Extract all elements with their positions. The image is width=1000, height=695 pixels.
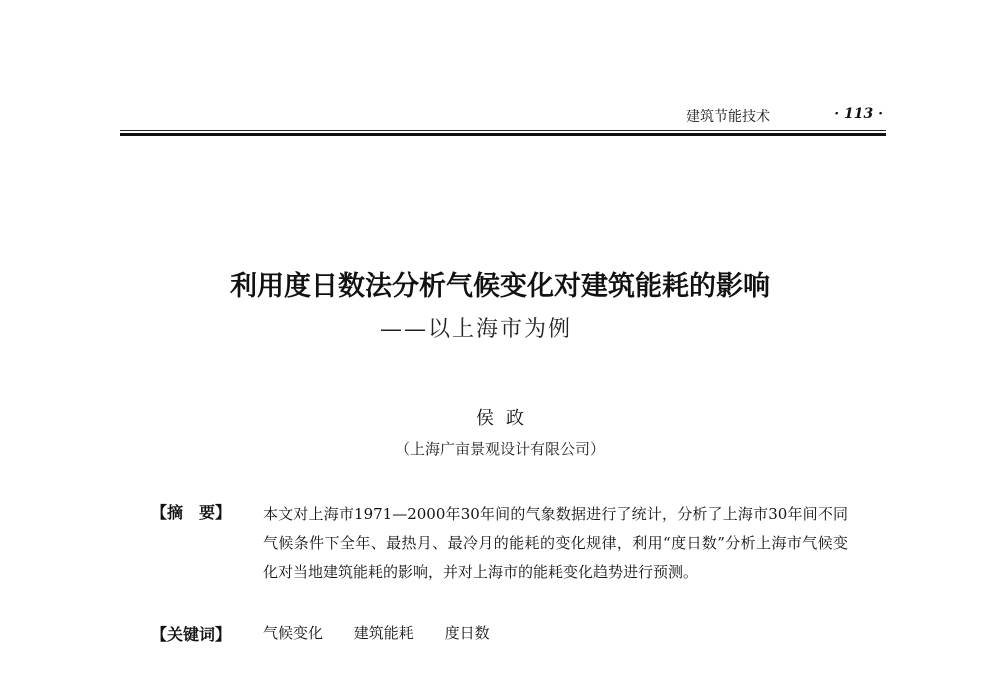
header-rule-thick	[120, 133, 886, 136]
article-subtitle: ——以上海市为例	[380, 317, 573, 342]
keywords-label: 【关键词】	[151, 625, 232, 644]
abstract-label: 【摘 要】	[151, 503, 232, 522]
journal-name: 建筑节能技术	[686, 109, 770, 125]
header-rule-thin	[120, 130, 886, 131]
author-name: 侯政	[476, 408, 536, 429]
keyword: 建筑能耗	[353, 624, 414, 642]
page-number: · 113 ·	[834, 106, 883, 122]
author-affiliation: （上海广亩景观设计有限公司）	[394, 440, 605, 458]
running-header	[680, 106, 885, 128]
article-title: 利用度日数法分析气候变化对建筑能耗的影响	[230, 271, 770, 302]
keywords-list	[263, 622, 848, 643]
keyword: 气候变化	[263, 624, 324, 642]
keyword: 度日数	[444, 624, 490, 642]
abstract-text: 本文对上海市1971—2000年30年间的气象数据进行了统计，分析了上海市30年间不同气候条件下全年、最热月、最冷月的能耗的变化规律，利用“度日数”分析上海市气候变化对当地建筑能耗的影响，并对上海市的能耗变化趋势进行预测。	[263, 505, 848, 581]
